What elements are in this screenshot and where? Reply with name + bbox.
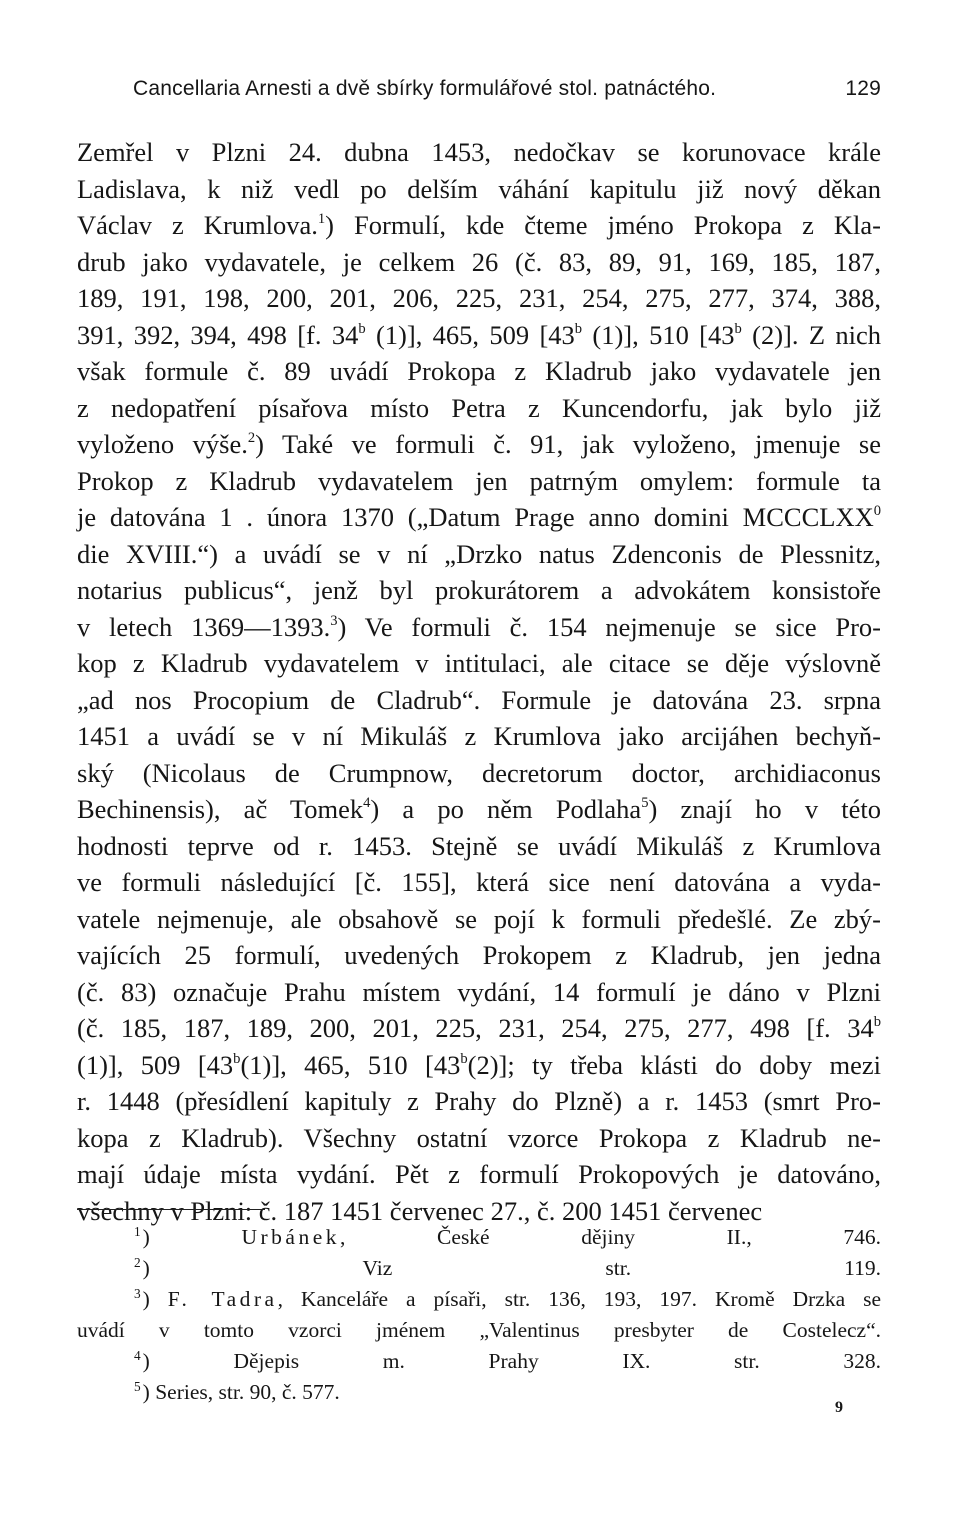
text-line: r. 1448 (přesídlení kapituly z Prahy do Plzně) a r. 1453 (smrt Pro- <box>77 1086 881 1117</box>
text-line: vatele nejmenuje, ale obsahově se pojí k formuli předešlé. Ze zbý- <box>77 903 881 934</box>
footnote <box>77 1377 881 1408</box>
superscript: b <box>873 1014 881 1031</box>
footnote <box>77 1346 881 1377</box>
footnote-paren: ) <box>142 1256 363 1280</box>
text-line: hodnosti teprve od r. 1453. Stejně se uvádí Mikuláš z Krumlova <box>77 830 881 861</box>
footnote <box>77 1222 881 1253</box>
footnote-text: Viz str. 119. <box>362 1256 881 1280</box>
text-line: Prokop z Kladrub vydavatelem jen patrným omylem: formule ta <box>77 465 881 496</box>
footnote-marker: 1 <box>134 1224 141 1240</box>
text-line <box>77 791 881 828</box>
text-segment: Václav z Krumlova. <box>77 210 318 241</box>
text-segment: ) a po něm Podlaha <box>370 794 642 825</box>
text-line: (č. 83) označuje Prahu místem vydání, 14 formulí je dáno v Plzni <box>77 976 881 1007</box>
text-line: Zemřel v Plzni 24. dubna 1453, nedočkav se korunovace krále <box>77 137 881 167</box>
footnote-text: Series, str. 90, č. 577. <box>155 1380 340 1404</box>
text-segment: 391, 392, 394, 498 [f. 34 <box>77 319 359 350</box>
footnote-divider <box>77 1209 265 1210</box>
text-segment: ) znají ho v této <box>648 794 881 825</box>
text-line: z nedopatření písařova místo Petra z Kuncendorfu, jak bylo již <box>77 392 881 423</box>
footnote-marker: 3 <box>134 1286 141 1302</box>
text-segment: (1)], 509 [43 <box>77 1049 234 1080</box>
text-line: 189, 191, 198, 200, 201, 206, 225, 231, 254, 275, 277, 374, 388, <box>77 283 881 314</box>
text-line: Ladislava, k niž vedl po delším váhání kapitulu již nový děkan <box>77 173 881 204</box>
text-line: mají údaje místa vydání. Pět z formulí Prokopových je datováno, <box>77 1159 881 1190</box>
text-segment: vyloženo výše. <box>77 429 248 460</box>
text-line: všechny v Plzni: č. 187 1451 červenec 27., č. 200 1451 červenec <box>77 1195 763 1226</box>
footnote-paren: ) <box>142 1225 242 1249</box>
text-line: notarius publicus“, jenž byl prokurátorem a advokátem konsistoře <box>77 575 881 606</box>
footnote-text: , Kanceláře a písaři, str. 136, 193, 197. Kromě Drzka se <box>277 1287 881 1311</box>
text-line <box>77 207 881 244</box>
text-line: „ad nos Procopium de Cladrub“. Formule je datována 23. srpna <box>77 684 881 715</box>
superscript: b <box>233 1050 241 1067</box>
superscript: 3 <box>330 612 338 629</box>
text-line <box>77 317 881 354</box>
text-line: vajících 25 formulí, uvedených Prokopem z Kladrub, jen jedna <box>77 940 881 971</box>
text-line <box>77 609 881 646</box>
body-text <box>77 134 881 1229</box>
text-segment: ) Formulí, kde čteme jméno Prokopa z Kla- <box>325 210 881 241</box>
footnote-marker: 5 <box>134 1379 141 1395</box>
text-segment: ) Také ve formuli č. 91, jak vyloženo, jmenuje se <box>255 429 881 460</box>
superscript: 4 <box>363 795 371 812</box>
superscript: 1 <box>317 211 326 228</box>
running-header <box>133 74 881 104</box>
signature-mark: 9 <box>835 1399 843 1416</box>
footnote-text: , České dějiny II., 746. <box>340 1225 881 1249</box>
text-segment: (č. 185, 187, 189, 200, 201, 225, 231, 254, 275, 277, 498 [f. 34 <box>77 1013 874 1044</box>
footnote-author: F. Tadra <box>167 1287 278 1311</box>
footnote-marker: 2 <box>134 1255 141 1271</box>
text-line: kop z Kladrub vydavatelem v intitulaci, ale citace se děje výslovně <box>77 648 881 679</box>
text-line <box>77 499 881 536</box>
superscript: 2 <box>247 430 256 447</box>
footnote-marker: 4 <box>134 1348 141 1364</box>
text-segment: ) Ve formuli č. 154 nejmenuje se sice Pro- <box>337 611 882 642</box>
text-line: drub jako vydavatele, je celkem 26 (č. 83, 89, 91, 169, 185, 187, <box>77 246 881 277</box>
text-line <box>77 1047 881 1084</box>
text-segment: (2)]. Z nich <box>741 319 881 350</box>
page-number: 129 <box>845 77 881 100</box>
running-title: Cancellaria Arnesti a dvě sbírky formulářové stol. patnáctého. <box>133 77 717 100</box>
text-line <box>77 426 881 463</box>
text-segment: Bechinensis), ač Tomek <box>77 794 364 825</box>
text-line: ve formuli následující [č. 155], která sice není datována a vyda- <box>77 867 881 898</box>
superscript: b <box>460 1050 468 1067</box>
text-segment: (1)], 465, 509 [43 <box>365 319 575 350</box>
text-line: však formule č. 89 uvádí Prokopa z Kladrub jako vydavatele jen <box>77 356 881 387</box>
footnote-text: Dějepis m. Prahy IX. str. 328. <box>233 1349 881 1373</box>
text-segment: (2)]; ty třeba klásti do doby mezi <box>467 1049 881 1080</box>
footnote <box>77 1253 881 1284</box>
text-segment: (1)], 465, 510 [43 <box>240 1049 461 1080</box>
text-line: die XVIII.“) a uvádí se v ní „Drzko natus Zdenconis de Plessnitz, <box>77 538 881 569</box>
footnote-paren: ) <box>142 1349 234 1373</box>
text-line: kopa z Kladrub). Všechny ostatní vzorce Prokopa z Kladrub ne- <box>77 1122 881 1153</box>
footnote-paren: ) <box>142 1287 168 1311</box>
superscript: b <box>358 320 366 337</box>
superscript: b <box>734 320 742 337</box>
text-segment: (1)], 510 [43 <box>582 319 735 350</box>
superscript: b <box>574 320 583 337</box>
footnote-paren: ) <box>142 1380 156 1404</box>
footnote <box>77 1284 881 1315</box>
superscript: 5 <box>641 795 649 812</box>
footnote-author: Urbánek <box>241 1225 341 1249</box>
text-line <box>77 1010 881 1047</box>
footnote: uvádí v tomto vzorci jménem „Valentinus presbyter de Costelecz“. <box>77 1318 881 1342</box>
text-segment: v letech 1369—1393. <box>77 611 331 642</box>
superscript: 0 <box>873 503 881 520</box>
footnotes <box>77 1222 881 1408</box>
text-line: 1451 a uvádí se v ní Mikuláš z Krumlova jako arcijáhen bechyň- <box>77 721 881 752</box>
text-line: ský (Nicolaus de Crumpnow, decretorum doctor, archidiaconus <box>77 757 881 788</box>
text-segment: je datována 1 . února 1370 („Datum Prage anno domini MCCCLXX <box>77 502 874 533</box>
